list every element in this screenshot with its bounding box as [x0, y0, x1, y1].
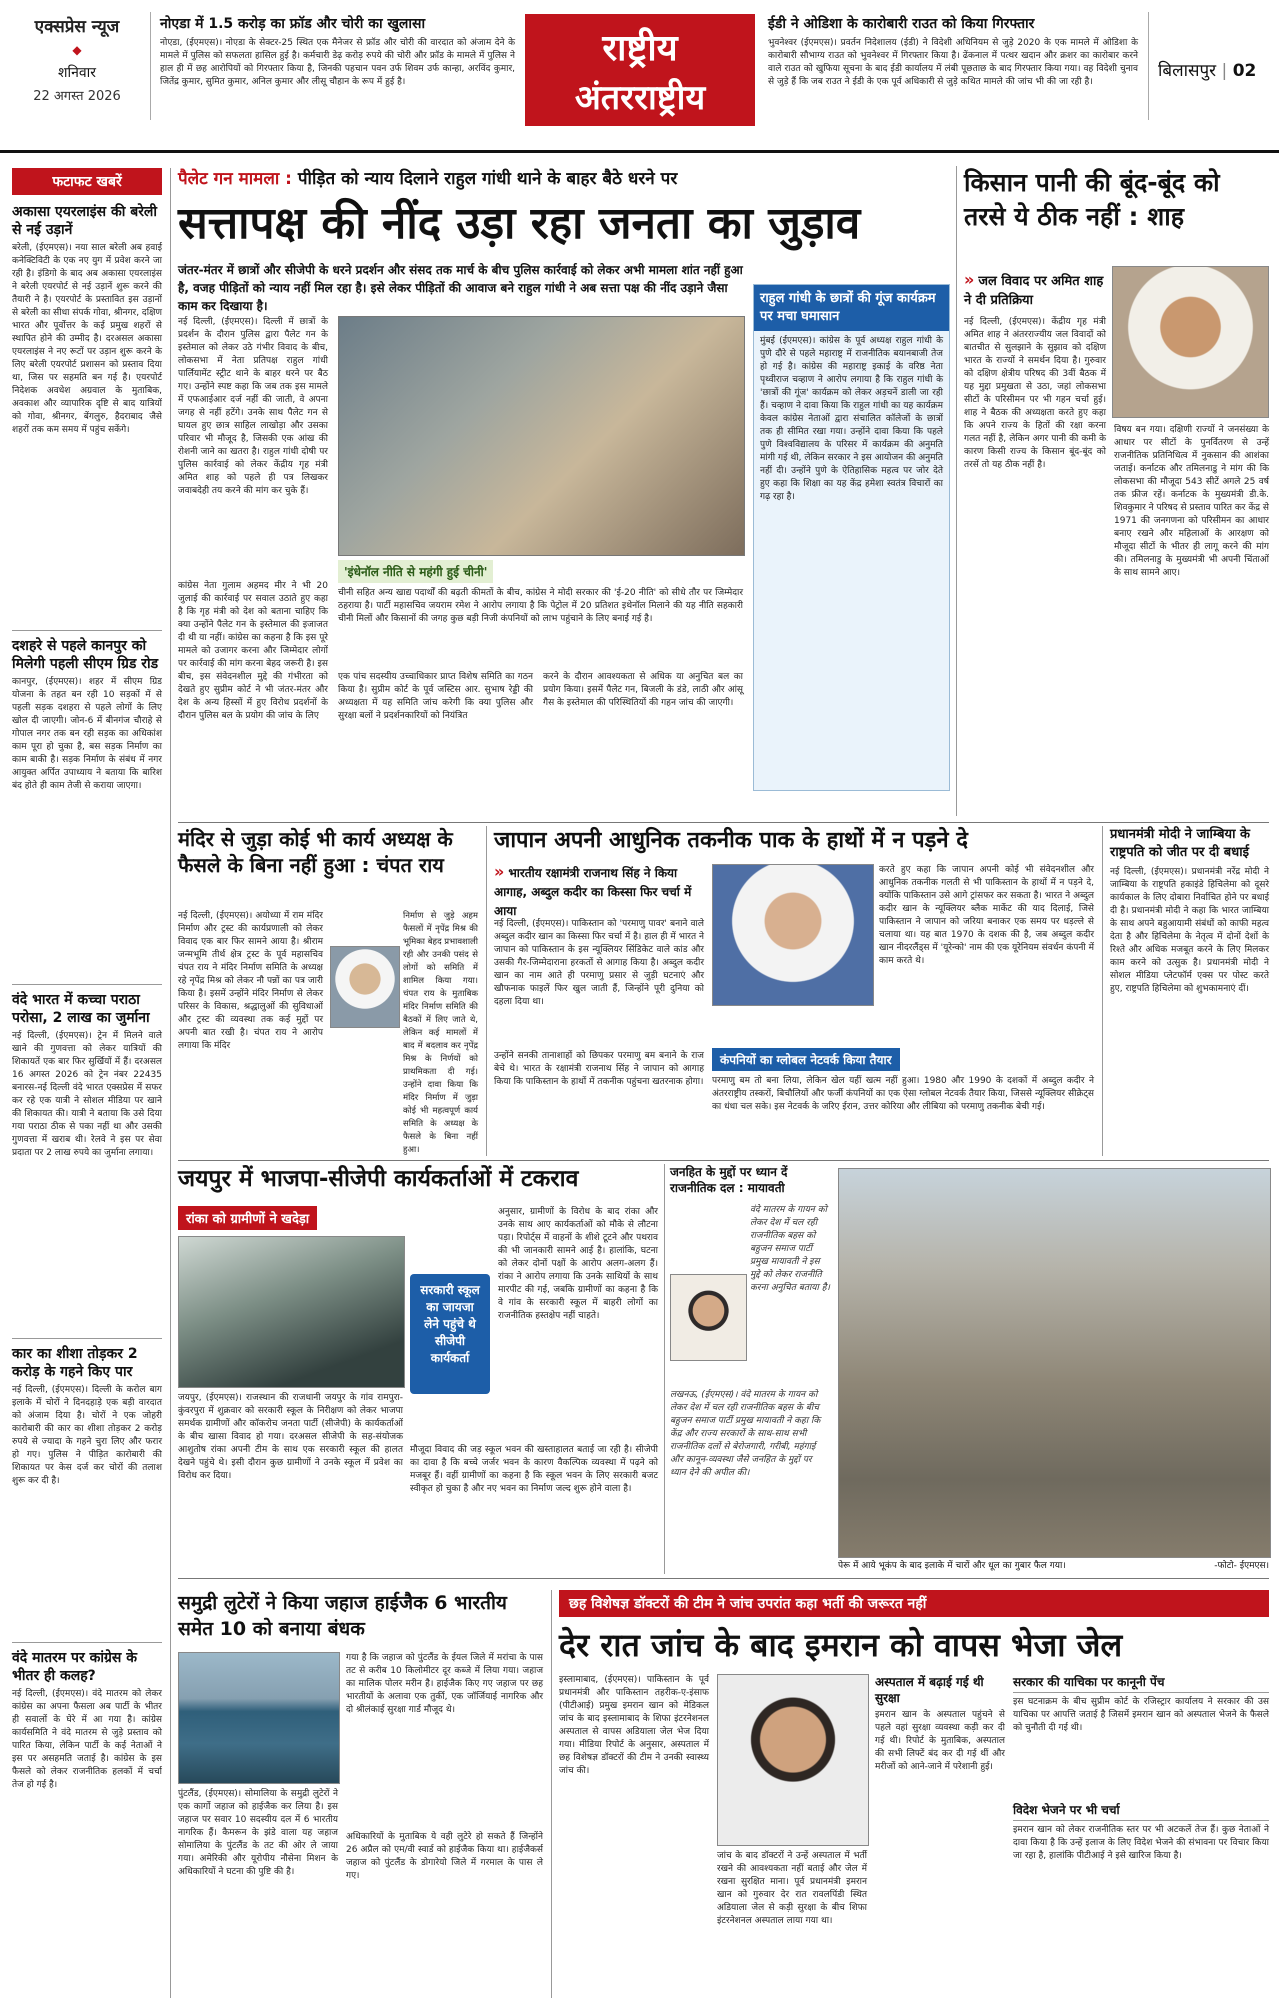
jaipur-col3	[410, 1444, 658, 1569]
japan-sub-box	[712, 1048, 1094, 1145]
arrow-icon	[964, 270, 978, 289]
shah-col1	[964, 316, 1106, 786]
lead-story	[178, 166, 948, 816]
fatafat-item	[12, 984, 162, 1330]
modi-headline: प्रधानमंत्री मोदी ने जाम्बिया के राष्ट्रपति को जीत पर दी बधाई	[1110, 827, 1250, 860]
jaipur-headline: जयपुर में भाजपा-सीजेपी कार्यकर्ताओं में टकराव	[178, 1166, 579, 1192]
jaipur-body: जयपुर, (ईएमएस)। राजस्थान की राजधानी जयपुर के गांव रामपुरा-कुंवरपुरा में शुक्रवार को सरकारी स्कूल के निरीक्षण को लेकर भाजपा समर्थक ग्रामीणों और कॉकरोच जनता पार्टी (सीजेपी) के कार्यकर्ताओं के बीच खासा विवाद हो गया। दरअसल सीजेपी के सह-संयोजक आशुतोष रांका अपनी टीम के साथ एक सरकारी स्कूल की हालत देखने पहुंचे थे। इसी दौरान कुछ ग्रामीणों ने उनके स्कूल में प्रवेश का विरोध कर दिया।	[178, 1393, 403, 1481]
page-locator: बिलासपुर | 02	[1158, 61, 1257, 81]
masthead-date: 22 अगस्त 2026	[33, 89, 121, 104]
mayawati-body-col	[670, 1389, 830, 1564]
section-line2: अंतरराष्ट्रीय	[574, 78, 706, 118]
japan-body-b: उन्होंने सनकी तानाशाहों को छिपकर परमाणु बम बनाने के राज बेचे थे। भारत के रक्षामंत्री राजनाथ सिंह ने जापान को आगाह किया कि पाकिस्तान के हाथों में तकनीक पहुंचना खतरनाक होगा।	[494, 1051, 704, 1087]
city-name: बिलासपुर	[1158, 61, 1217, 81]
shah-story	[964, 166, 1269, 816]
mayawati-headline: जनहित के मुद्दों पर ध्यान दें राजनीतिक दल : मायावती	[670, 1165, 788, 1195]
champat-col1	[178, 910, 323, 1140]
shah-body: नई दिल्ली, (ईएमएस)। केंद्रीय गृह मंत्री अमित शाह ने अंतरराज्यीय जल विवादों को बातचीत से सुलझाने के सुझाव को दक्षिण भारत के राज्यों ने समर्थन दिया है। गुरुवार को दक्षिण क्षेत्रीय परिषद की 3वीं बैठक में यह मुद्दा प्रमुखता से उठा, जहां लोकसभा सीटों के परिसीमन पर भी गहन चर्चा हुई। शाह ने बैठक की अध्यक्षता करते हुए कहा कि अपने राज्य के हितों की रक्षा करना गलत नहीं है, लेकिन अगर पानी की कमी के कारण किसी राज्य के किसान बूंद-बूंद को तरसें तो यह ठीक नहीं है।	[964, 317, 1106, 470]
brand-name: एक्सप्रेस न्यूज	[34, 17, 120, 37]
japan-headline: जापान अपनी आधुनिक तकनीक पाक के हाथों में न पड़ने दे	[494, 828, 968, 853]
masthead-left-story	[160, 14, 515, 125]
modi-box	[1110, 826, 1269, 1156]
imran-side-b-headline: सरकार की याचिका पर कानूनी पेंच	[1013, 1674, 1269, 1693]
rajnath-photo	[712, 864, 874, 1006]
japan-kicker-text: भारतीय रक्षामंत्री राजनाथ सिंह ने किया आगाह, अब्दुल कदीर का किस्सा फिर चर्चा में आया	[494, 866, 692, 918]
fatafat-headline: वंदे मातरम पर कांग्रेस के भीतर ही कलह?	[12, 1650, 137, 1684]
rahul-box-body: मुंबई (ईएमएस)। कांग्रेस के पूर्व अध्यक्ष राहुल गांधी के पुणे दौरे से पहले महाराष्ट्र में राजनीतिक बयानबाजी तेज हो गई है। कांग्रेस की महाराष्ट्र इकाई के वरिष्ठ नेता पृथ्वीराज चव्हाण ने आरोप लगाया है कि राहुल गांधी के 'छात्रों की गूंज' कार्यक्रम को लेकर अड़चनें डाली जा रही हैं। चव्हाण ने दावा किया कि राहुल गांधी का यह कार्यक्रम केवल कांग्रेस नेताओं द्वारा संचालित कॉलेजों के छात्रों तक ही सीमित रखा गया। उन्होंने दावा किया कि पहले पुणे विश्वविद्यालय के परिसर में कार्यक्रम की अनुमति मांगी गई थी, लेकिन सरकार ने इस आयोजन की अनुमति नहीं दी। उन्होंने पुणे के ऐतिहासिक महत्व पर जोर देते हुए कहा कि शिक्षा का यह केंद्र हमेशा स्वतंत्र विचारों का गढ़ रहा है।	[760, 336, 943, 502]
lead-col3	[543, 671, 743, 781]
japan-body-c: करते हुए कहा कि जापान अपनी कोई भी संवेदनशील और आधुनिक तकनीक गलती से भी पाकिस्तान के हाथों में न पड़ने दे, क्योंकि पाकिस्तान उसे आगे ट्रांसफर कर सकता है। भारत ने अब्दुल कदीर खान के न्यूक्लियर ब्लैक मार्केट की याद दिलाई, जिसे पाकिस्तान ने जापान को जरिया बनाकर एक समय पर धड़ल्ले से चलाया था। यह बात 1970 के दशक की है, जब अब्दुल कदीर खान नीदरलैंड्स में 'यूरेन्को' नाम की एक यूरेनियम संवर्धन कंपनी में काम करते थे।	[879, 865, 1094, 966]
lead-col1	[178, 316, 328, 785]
japan-body: नई दिल्ली, (ईएमएस)। पाकिस्तान को 'परमाणु पावर' बनाने वाले अब्दुल कदीर खान का किस्सा फिर चर्चा में है। हाल ही में भारत ने जापान को पाकिस्तान के इस न्यूक्लियर सिंडिकेट वाले कांड और उसकी गैर-जिम्मेदाराना हरकतों से आगाह किया है। अब्दुल कदीर खान का नाम आते ही परमाणु प्रसार से जुड़ी घटनाएं और खौफनाक फाइलें फिर खुल जाती हैं, जिन्होंने पूरी दुनिया को दहला दिया था।	[494, 919, 704, 1007]
champat-headline: मंदिर से जुड़ा कोई भी कार्य अध्यक्ष के फैसले के बिना नहीं हुआ : चंपत राय	[178, 827, 453, 877]
shah-headline: किसान पानी की बूंद-बूंद को तरसे ये ठीक नहीं : शाह	[964, 168, 1220, 231]
shah-col2	[1114, 424, 1269, 789]
imran-story	[559, 1590, 1269, 1998]
earthquake-caption-bar	[838, 1558, 1269, 1571]
lead-photo	[338, 316, 745, 556]
imran-photo	[717, 1674, 869, 1846]
imran-side-a	[875, 1674, 1005, 1987]
japan-kicker	[494, 862, 704, 919]
lead-photo-box	[338, 560, 743, 677]
imran-side-c-headline: विदेश भेजने पर भी चर्चा	[1013, 1802, 1269, 1821]
masthead-right-headline: ईडी ने ओडिशा के कारोबारी राउत को किया गिरफ्तार	[768, 16, 1035, 32]
champat-col2	[403, 910, 478, 1155]
page-number: 02	[1232, 61, 1257, 81]
earthquake-caption: पेरू में आये भूकंप के बाद इलाके में चारों और धूल का गुबार फैल गया।	[838, 1561, 1066, 1571]
section-banner	[525, 14, 755, 126]
masthead-brand-block	[12, 14, 142, 114]
japan-col1	[494, 918, 704, 1150]
earthquake-photo	[838, 1168, 1271, 1558]
fatafat-body: नई दिल्ली, (ईएमएस)। दिल्ली के करोल बाग इलाके में चोरों ने दिनदहाड़े एक बड़ी वारदात को अंजाम दिया है। चोरों ने एक जोहरी कारोबारी की कार का शीशा तोड़कर 2 करोड़ रुपये से ज्यादा के गहने चुरा लिए और फरार हो गए। पुलिस ने पीड़ित कारोबारी की शिकायत पर केस दर्ज कर चोरों की तलाश शुरू कर दी है।	[12, 1385, 162, 1486]
lead-photo-text: चीनी सहित अन्य खाद्य पदार्थों की बढ़ती कीमतों के बीच, कांग्रेस ने मोदी सरकार की 'ई-20 नीति' को सीधे तौर पर जिम्मेदार ठहराया है। पार्टी महासचिव जयराम रमेश ने आरोप लगाया है कि पेट्रोल में 20 प्रतिशत इथेनॉल मिलाने की यह नीति सहकारी चीनी मिलों और किसानों की जगह कुछ बड़ी निजी कंपनियों को लाभ पहुंचाने के लिए बनाई गई है।	[338, 588, 743, 624]
rahul-box	[753, 284, 950, 791]
lead-headline: सत्तापक्ष की नींद उड़ा रहा जनता का जुड़ाव	[178, 198, 861, 249]
imran-side-b-body: इस घटनाक्रम के बीच सुप्रीम कोर्ट के रजिस्ट्रार कार्यालय ने सरकार की उस याचिका पर आपत्ति जताई है जिसमें इमरान खान को अस्पताल भेजने के फैसले को चुनौती दी गई थी।	[1013, 1697, 1269, 1733]
champat-body: नई दिल्ली, (ईएमएस)। अयोध्या में राम मंदिर निर्माण और ट्रस्ट की कार्यप्रणाली को लेकर विवाद एक बार फिर सामने आया है। श्रीराम जन्मभूमि तीर्थ क्षेत्र ट्रस्ट के पूर्व महासचिव चंपत राय ने मंदिर निर्माण समिति के अध्यक्ष रहे नृपेंद्र मिश्र को लेकर नौ पन्नों का पत्र जारी किया है। इसमें उन्होंने मंदिर निर्माण से लेकर परिसर के विकास, श्रद्धालुओं की सुविधाओं और ट्रस्ट की व्यवस्था तक कई मुद्दों पर अपनी बात रखी है। चंपत राय ने आरोप लगाया कि मंदिर	[178, 911, 323, 1051]
jaipur-kicker-text: रांका को ग्रामीणों ने खदेड़ा	[178, 1206, 317, 1230]
fatafat-item	[12, 1642, 162, 1908]
imran-side-a-headline: अस्पताल में बढ़ाई गई थी सुरक्षा	[875, 1675, 984, 1705]
pirates-col2	[346, 1652, 543, 1981]
jaipur-story	[178, 1164, 658, 1574]
imran-side-c-body: इमरान खान को लेकर राजनीतिक स्तर पर भी अटकलें तेज हैं। कुछ नेताओं ने दावा किया है कि उन्हें इलाज के लिए विदेश भेजने की संभावना पर विचार किया जा रहा है, हालांकि पीटीआई ने इसे खारिज किया है।	[1013, 1825, 1269, 1861]
fatafat-item	[12, 1338, 162, 1634]
japan-sub-headline: कंपनियों का ग्लोबल नेटवर्क किया तैयार	[712, 1048, 900, 1071]
fatafat-column	[12, 168, 162, 1998]
pirates-story	[178, 1590, 543, 1998]
champat-photo	[330, 946, 400, 1028]
fatafat-headline: कार का शीशा तोड़कर 2 करोड़ के गहने किए पार	[12, 1346, 138, 1380]
jaipur-pull-quote-text: सरकारी स्कूल का जायजा लेने पहुंचे थे सीजेपी कार्यकर्ता	[420, 1283, 480, 1365]
masthead	[0, 0, 1279, 158]
masthead-left-body: नोएडा, (ईएमएस)। नोएडा के सेक्टर-25 स्थित एक मैनेजर से फ्रॉड और चोरी की वारदात को अंजाम देने के मामले में पुलिस को सफलता हासिल हुई है। कर्मचारी डेढ़ करोड़ रुपये की चोरी और फ्रॉड के मामले में पुलिस ने हाल ही में छह आरोपियों को गिरफ्तार किया है, जिनकी पहचान पवन उर्फ शिवम उर्फ कान्हा, अरविंद कुमार, जितेंद्र कुमार, सुमित कुमार, अनिल कुमार और लीसू चौहान के रूप में हुई है।	[160, 38, 515, 87]
shah-body2: विषय बन गया। दक्षिणी राज्यों ने जनसंख्या के आधार पर सीटों के पुनर्वितरण से उन्हें राजनीतिक प्रतिनिधित्व में नुकसान की आशंका जताई। कर्नाटक और तमिलनाडु ने मांग की कि लोकसभा की मौजूदा 543 सीटें अगले 25 वर्ष तक फ्रीज रहें। कर्नाटक के मुख्यमंत्री डी.के. शिवकुमार ने परिषद से प्रस्ताव पारित कर केंद्र से 1971 की जनगणना को परिसीमन का आधार बनाए रखने और महिलाओं के आरक्षण को मौजूदा सीटों के भीतर ही लागू करने की मांग की। तमिलनाडु के मुख्यमंत्री भी अपनी चिंताओं के साथ सामने आए।	[1114, 425, 1269, 578]
jaipur-body3: मौजूदा विवाद की जड़ स्कूल भवन की खस्ताहालत बताई जा रही है। सीजेपी का दावा है कि बच्चे जर्जर भवन के कारण वैकल्पिक व्यवस्था में पढ़ने को मजबूर हैं। वहीं ग्रामीणों का कहना है कि स्कूल भवन के लिए सरकारी बजट स्वीकृत हो चुका है और नए भवन का निर्माण जल्द शुरू होने वाला है।	[410, 1445, 658, 1494]
jaipur-body2: अनुसार, ग्रामीणों के विरोध के बाद रांका और उनके साथ आए कार्यकर्ताओं को मौके से लौटना पड़ा। रिपोर्ट्स में वाहनों के शीशे टूटने और पथराव की भी जानकारी सामने आई है। हालांकि, घटना को लेकर दोनों पक्षों के आरोप अलग-अलग हैं। रांका ने आरोप लगाया कि उनके साथियों के साथ मारपीट की गई, जबकि ग्रामीणों का कहना है कि वे गांव के सरकारी स्कूल में बाहरी लोगों का राजनीतिक हस्तक्षेप नहीं चाहते।	[498, 1207, 658, 1321]
imran-side-b	[1013, 1674, 1269, 1974]
section-line1: राष्ट्रीय	[602, 28, 678, 69]
pirates-body3: अधिकारियों के मुताबिक ये वही लुटेरे हो सकते हैं जिन्होंने 26 अप्रैल को एम/वी स्वार्ड को हाईजैक किया था। हाईजैकर्स जहाज को पुंटलैंड के डोगारेयो जिले में गरमाल के पास ले गए।	[346, 1832, 543, 1881]
champat-body2: निर्माण से जुड़े अहम फैसलों में नृपेंद्र मिश्र की भूमिका बेहद प्रभावशाली रही और उनकी पसंद से लोगों को समिति में शामिल किया गया। चंपत राय के मुताबिक मंदिर निर्माण समिति की बैठकों में लिए जाते थे, लेकिन कई मामलों में बाद में बदलाव कर नृपेंद्र मिश्र के निर्णयों को प्राथमिकता दी गई। उन्होंने दावा किया कि मंदिर निर्माण में जुड़ा कोई भी महत्वपूर्ण कार्य समिति के अध्यक्ष के फैसले के बिना नहीं हुआ।	[403, 911, 478, 1155]
pirates-col1	[178, 1788, 338, 1988]
shah-kicker	[964, 270, 1104, 308]
lead-intro: जंतर-मंतर में छात्रों और सीजेपी के धरने प्रदर्शन और संसद तक मार्च के बीच पुलिस कार्रवाई को लेकर अभी मामला शांत नहीं हुआ है, वजह पीड़ितों को न्याय नहीं मिल रहा है। इसे लेकर पीड़ितों की आवाज बने राहुल गांधी ने अब सत्ता पक्ष की नींद उड़ाने जैसा काम कर दिखाया है।	[178, 263, 743, 313]
jaipur-col2	[498, 1206, 658, 1436]
fatafat-label: फटाफट खबरें	[12, 168, 162, 195]
lead-col1b-text: कांग्रेस नेता गुलाम अहमद मीर ने भी 20 जुलाई की कार्रवाई पर सवाल उठाते हुए कहा है कि गृह मंत्री को देश को बताना चाहिए कि क्या उन्होंने पैलेट गन के इस्तेमाल की इजाजत दी थी या नहीं। कांग्रेस का कहना है कि इस पूरे मामले को उजागर करना और जिम्मेदार लोगों पर कार्रवाई की मांग करना बेहद जरूरी है। इस बीच, इस संवेदनशील मुद्दे की गंभीरता को देखते हुए सुप्रीम कोर्ट ने भी जंतर-मंतर और देश के अन्य हिस्सों में हुए विरोध प्रदर्शनों के दौरान पुलिस बल के प्रयोग की जांच के लिए	[178, 581, 328, 721]
imran-col1	[559, 1674, 709, 1986]
fatafat-body: नई दिल्ली, (ईएमएस)। वंदे मातरम को लेकर कांग्रेस का अपना फैसला अब पार्टी के भीतर ही सवालों के घेरे में आ गया है। कांग्रेस कार्यसमिति ने वंदे मातरम से जुड़े प्रस्ताव को पारित किया, लेकिन पार्टी के कई नेताओं ने इस पर असहमति जताई है। कांग्रेस के इस फैसले को लेकर राजनीतिक हलकों में चर्चा तेज हो गई है।	[12, 1689, 162, 1790]
lead-col2-text: एक पांच सदस्यीय उच्चाधिकार प्राप्त विशेष समिति का गठन किया है। सुप्रीम कोर्ट के पूर्व जस्टिस आर. सुभाष रेड्डी की अध्यक्षता में यह समिति जांच करेगी कि क्या पुलिस और सुरक्षा बलों ने प्रदर्शनकारियों को नियंत्रित	[338, 672, 533, 721]
shah-kicker-text: जल विवाद पर अमित शाह ने दी प्रतिक्रिया	[964, 274, 1104, 308]
pirates-headline: समुद्री लुटेरों ने किया जहाज हाईजैक 6 भारतीय समेत 10 को बनाया बंधक	[178, 1592, 507, 1640]
lead-tag: पैलेट गन मामला	[178, 169, 280, 189]
fatafat-item	[12, 630, 162, 976]
japan-sub-body: परमाणु बम तो बना लिया, लेकिन खेल यहीं खत्म नहीं हुआ। 1980 और 1990 के दशकों में अब्दुल कदीर ने अंतरराष्ट्रीय तस्करों, बिचौलियों और फर्जी कंपनियों का एक ऐसा ग्लोबल नेटवर्क तैयार किया, जिससे न्यूक्लियर सीक्रेट्स का धंधा चल सके। इस नेटवर्क के जरिए ईरान, उत्तर कोरिया और लीबिया को परमाणु तकनीक बेची गई।	[712, 1076, 1094, 1112]
fatafat-body: कानपुर, (ईएमएस)। शहर में सीएम ग्रिड योजना के तहत बन रही 10 सड़कों में से पहली सड़क दशहरा से पहले लोगों के लिए खोल दी जाएगी। जोन-6 में बीनगंज चौराहे से गोपाल नगर तक बन रही सड़क का अधिकांश काम पूरा हो चुका है, बस सड़क निर्माण का काम बाकी है। सड़क निर्माण के संबंध में नगर आयुक्त अर्पित उपाध्याय ने बताया कि बारिश बंद होते ही काम तेजी से कराया जाएगा।	[12, 677, 162, 791]
imran-body2: जांच के बाद डॉक्टरों ने उन्हें अस्पताल में भर्ती रखने की आवश्यकता नहीं बताई और जेल में रखना सुरक्षित माना। पूर्व प्रधानमंत्री इमरान खान को गुरुवार देर रात रावलपिंडी स्थित अडियाला जेल से कड़ी सुरक्षा के बीच शिफा इंटरनेशनल अस्पताल लाया गया था।	[717, 1851, 867, 1926]
fatafat-body: बरेली, (ईएमएस)। नया साल बरेली अब हवाई कनेक्टिविटी के एक नए युग में प्रवेश करने जा रही है। इंडिगो के बाद अब अकासा एयरलाइंस ने बरेली एयरपोर्ट से नई उड़ानें शुरू करने की तैयारी ने है। एयरपोर्ट के प्रस्तावित इस उड़ानों से बरेली का सीधा संपर्क गोवा, श्रीनगर, दक्षिण भारत और पूर्वोत्तर के कई प्रमुख शहरों से स्थापित होने की उम्मीद है। दरअसल अकासा एयरलाइंस ने नए रूटों पर उड़ान शुरू करने के लिए बरेली एयरपोर्ट प्रशासन को प्रस्ताव दिया था, जिस पर सहमति बन गई है। एयरपोर्ट निदेशक अवधेश अग्रवाल के मुताबिक, अवकाश और व्यापारिक दृष्टि से बाद यात्रियों को गोवा, श्रीनगर, बेंगलुरु, हैदराबाद जैसे शहरों तक कम समय में पहुंच सकेंगे।	[12, 243, 162, 435]
japan-story	[494, 826, 1094, 1156]
masthead-day: शनिवार	[57, 65, 97, 81]
masthead-right-body: भुवनेश्वर (ईएमएस)। प्रवर्तन निदेशालय (ईडी) ने विदेशी अधिनियम से जुड़े 2020 के एक मामले में ओडिशा के कारोबारी सौभाग्य राउत को भुवनेश्वर में गिरफ्तार किया है। ढेंकनाल में पत्थर खदान और क्रशर का कारोबार करने वाले राउत को खुफिया सूचना के बाद ईडी कार्यालय में लंबी पूछताछ के बाद गिरफ्तार किया गया। वह विदेशी चुनाव से जुड़े हैं कि जब राउत ने ईडी के एक पूर्व अधिकारी से जुड़े कथित मामले की जांच भी की जा रही है।	[768, 38, 1138, 87]
jaipur-col1	[178, 1392, 403, 1567]
lead-subhead: पीड़ित को न्याय दिलाने राहुल गांधी थाने के बाहर बैठे धरने पर	[297, 169, 678, 189]
jaipur-kicker	[178, 1206, 398, 1230]
masthead-right-story	[768, 14, 1138, 125]
lead-photo-caption: 'इंधेनॉल नीति से महंगी हुई चीनी'	[338, 560, 493, 583]
fatafat-headline: वंदे भारत में कच्चा पराठा परोसा, 2 लाख का जुर्माना	[12, 992, 150, 1026]
imran-body: इस्लामाबाद, (ईएमएस)। पाकिस्तान के पूर्व प्रधानमंत्री और पाकिस्तान तहरीक-ए-इंसाफ (पीटीआई) प्रमुख इमरान खान को मेडिकल जांच के बाद इस्लामाबाद के शिफा इंटरनेशनल अस्पताल से वापस अडियाला जेल भेज दिया गया। मीडिया रिपोर्ट के अनुसार, अस्पताल में छह विशेषज्ञ डॉक्टरों की टीम ने उनकी स्वास्थ्य जांच की।	[559, 1675, 709, 1776]
lead-col1-text: नई दिल्ली, (ईएमएस)। दिल्ली में छात्रों के प्रदर्शन के दौरान पुलिस द्वारा पैलेट गन के इस्तेमाल को लेकर उठे गंभीर विवाद के बीच, लोकसभा में नेता प्रतिपक्ष राहुल गांधी पार्लियामेंट स्ट्रीट थाने के बाहर धरने पर बैठ गए। उन्होंने स्पष्ट कहा कि जब तक इस मामले में एफआईआर दर्ज नहीं की जाती, वे अपना जगह से नहीं हटेंगे। उनके साथ पैलेट गन से घायल हुए छात्र साहिल लाखोड़ा और उसका परिवार भी मौजूद है, जिसकी एक आंख की रोशनी जाने का खतरा है। राहुल गांधी दोषी पर पुलिस कार्रवाई को लेकर केंद्रीय गृह मंत्री अमित शाह को पहले ही पत्र लिखकर जवाबदेही तय करने की मांग कर चुके हैं।	[178, 317, 328, 496]
shah-photo	[1112, 266, 1269, 418]
fatafat-body: नई दिल्ली, (ईएमएस)। ट्रेन में मिलने वाले खाने की गुणवत्ता को लेकर यात्रियों की शिकायतें एक बार फिर सुर्खियों में हैं। दरअसल 16 अगस्त 2026 को ट्रेन नंबर 22435 बनारस-नई दिल्ली वंदे भारत एक्सप्रेस में सफर कर रहे एक यात्री ने सोशल मीडिया पर खाने की शिकायत की। यात्री ने बताया कि उसे दिया गया पराठा ठीक से पका नहीं था और उसकी गुणवत्ता में खराब थी। रेलवे ने इस पर सेवा प्रदाता पर 2 लाख रुपये का जुर्माना लगाया।	[12, 1031, 162, 1158]
mayawati-quote-col	[750, 1204, 830, 1384]
japan-col2	[879, 864, 1094, 1034]
lead-col3-text: करने के दौरान आवश्यकता से अधिक या अनुचित बल का प्रयोग किया। इसमें पैलेट गन, बिजली के डंडे, लाठी और आंसू गैस के इस्तेमाल की परिस्थितियों की गहन जांच की जाएगी।	[543, 672, 743, 708]
masthead-left-headline: नोएडा में 1.5 करोड़ का फ्रॉड और चोरी का खुलासा	[160, 16, 426, 32]
imran-headline: देर रात जांच के बाद इमरान को वापस भेजा जेल	[559, 1626, 1123, 1664]
pirates-body: पुंटलैंड, (ईएमएस)। सोमालिया के समुद्री लुटेरों ने एक कार्गो जहाज को हाईजैक कर लिया है। इस जहाज पर सवार 10 सदस्यीय दल में 6 भारतीय नागरिक हैं। कैमरून के झंडे वाला यह जहाज सोमालिया के पुंटलैंड के तट की ओर ले जाया गया। अमेरिकी और यूरोपीय नौसेना मिशन के अधिकारियों ने घटना की पुष्टि की है।	[178, 1789, 338, 1877]
fatafat-item	[12, 203, 162, 622]
jaipur-pull-quote	[410, 1274, 490, 1394]
imran-side-a-body: इमरान खान के अस्पताल पहुंचने से पहले वहां सुरक्षा व्यवस्था कड़ी कर दी गई थी। रिपोर्ट के मुताबिक, अस्पताल की सभी लिफ्टें बंद कर दी गई थीं और मरीजों को आने-जाने में परेशानी हुई।	[875, 1710, 1005, 1772]
modi-body: नई दिल्ली, (ईएमएस)। प्रधानमंत्री नरेंद्र मोदी ने जाम्बिया के राष्ट्रपति हकाइंडे हिचिलेमा को दूसरे कार्यकाल के लिए दोबारा निर्वाचित होने पर बधाई दी है। प्रधानमंत्री मोदी ने कहा कि भारत जाम्बिया के साथ अपने बहुआयामी संबंधों को काफी महत्व देता है और हिचिलेमा के नेतृत्व में दोनों देशों के रिश्ते और अधिक मजबूत करने के लिए मिलकर काम करने को उत्सुक है। प्रधानमंत्री मोदी ने सोशल मीडिया प्लेटफॉर्म एक्स पर पोस्ट करते हुए, राष्ट्रपति हिचिलेमा को शुभकामनाएं दीं।	[1110, 867, 1269, 994]
rahul-box-headline: राहुल गांधी के छात्रों की गूंज कार्यक्रम पर मचा घमासान	[754, 285, 949, 331]
mayawati-body: लखनऊ, (ईएमएस)। वंदे मातरम के गायन को लेकर देश में चल रही राजनीतिक बहस के बीच बहुजन समाज पार्टी प्रमुख मायावती ने कहा कि केंद्र और राज्य सरकारों के साथ-साथ सभी राजनीतिक दलों से बेरोजगारी, गरीबी, महंगाई और कानून-व्यवस्था जैसे जनहित के मुद्दों पर ध्यान देने की अपील की।	[670, 1390, 821, 1478]
lead-col2	[338, 671, 533, 781]
diamond-icon: ◆	[72, 43, 82, 57]
mayawati-photo	[670, 1274, 747, 1361]
champat-story	[178, 826, 478, 1156]
mayawati-quote: वंदे मातरम के गायन को लेकर देश में चल रही राजनीतिक बहस को बहुजन समाज पार्टी प्रमुख मायावती ने इस मुद्दे को लेकर राजनीति करना अनुचित बताया है।	[750, 1205, 830, 1293]
fatafat-headline: दशहरे से पहले कानपुर को मिलेगी पहली सीएम ग्रिड रोड	[12, 638, 159, 672]
jaipur-photo	[178, 1236, 405, 1388]
fatafat-headline: अकासा एयरलाइंस की बरेली से नई उड़ानें	[12, 204, 158, 238]
imran-col2	[717, 1850, 867, 1985]
photo-credit: -फोटो- ईएमएस।	[1214, 1561, 1269, 1571]
imran-tag-line: छह विशेषज्ञ डॉक्टरों की टीम ने जांच उपरांत कहा भर्ती की जरूरत नहीं	[559, 1590, 1269, 1617]
arrow-icon	[494, 862, 508, 881]
lead-kicker: पैलेट गन मामला : पीड़ित को न्याय दिलाने राहुल गांधी थाने के बाहर बैठे धरने पर	[178, 169, 678, 189]
ship-photo	[178, 1652, 340, 1784]
pirates-body2: गया है कि जहाज को पुंटलैंड के ईयल जिले में मरांचा के पास तट से करीब 10 किलोमीटर दूर कब्जे में लिया गया। जहाज का मालिक पोलर मरीन है। हाईजैक किए गए जहाज पर छह भारतीयों के अलावा एक तुर्की, एक जॉर्जियाई नागरिक और दो श्रीलंकाई सुरक्षा गार्ड मौजूद थे।	[346, 1653, 543, 1715]
mayawati-story	[670, 1164, 830, 1574]
